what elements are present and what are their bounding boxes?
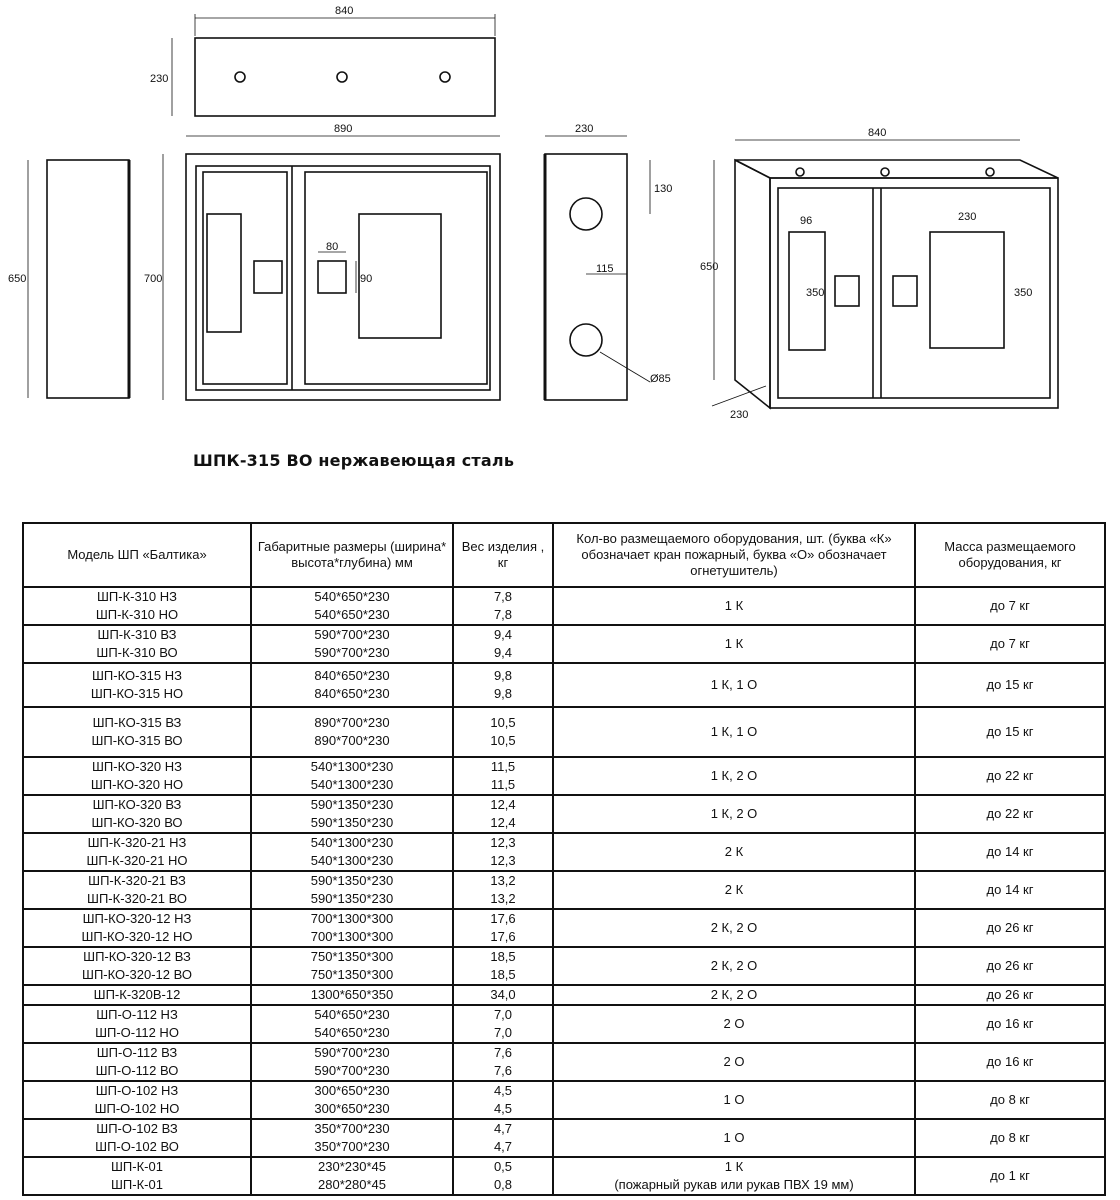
cell-mass: до 15 кг — [915, 663, 1105, 707]
table-row — [23, 1081, 1105, 1119]
cell-size: 890*700*230 890*700*230 — [251, 707, 453, 757]
dim-front-height: 700 — [144, 273, 163, 285]
dim-top-depth: 230 — [150, 73, 169, 85]
dim-top-width: 840 — [335, 5, 354, 17]
header-weight: Вес изделия , кг — [453, 523, 553, 587]
header-equipment: Кол-во размещаемого оборудования, шт. (буква «К» обозначает кран пожарный, буква «О» обозначает огнетушитель) — [553, 523, 915, 587]
cell-size: 590*1350*230 590*1350*230 — [251, 795, 453, 833]
cell-mass: до 26 кг — [915, 909, 1105, 947]
cell-equipment: 1 О — [553, 1119, 915, 1157]
cell-model: ШП-К-310 НЗ ШП-К-310 НО — [23, 587, 251, 625]
cell-size: 300*650*230 300*650*230 — [251, 1081, 453, 1119]
cell-equipment: 2 К, 2 О — [553, 985, 915, 1005]
cell-weight: 7,8 7,8 — [453, 587, 553, 625]
cell-weight: 0,5 0,8 — [453, 1157, 553, 1195]
cell-model: ШП-КО-315 ВЗ ШП-КО-315 ВО — [23, 707, 251, 757]
cell-model: ШП-К-320-21 ВЗ ШП-К-320-21 ВО — [23, 871, 251, 909]
cell-model: ШП-КО-320-12 НЗ ШП-КО-320-12 НО — [23, 909, 251, 947]
cell-size: 590*700*230 590*700*230 — [251, 625, 453, 663]
cell-weight: 10,5 10,5 — [453, 707, 553, 757]
table-row — [23, 909, 1105, 947]
table-row — [23, 871, 1105, 909]
table-row — [23, 1119, 1105, 1157]
dim-hole-offset-side: 115 — [596, 263, 614, 275]
cell-model: ШП-КО-320 ВЗ ШП-КО-320 ВО — [23, 795, 251, 833]
table-row — [23, 707, 1105, 757]
cell-mass: до 1 кг — [915, 1157, 1105, 1195]
cell-equipment: 1 К, 2 О — [553, 795, 915, 833]
cell-model: ШП-О-102 НЗ ШП-О-102 НО — [23, 1081, 251, 1119]
cell-mass: до 14 кг — [915, 871, 1105, 909]
cell-weight: 11,5 11,5 — [453, 757, 553, 795]
table-row — [23, 833, 1105, 871]
cell-equipment: 1 К, 1 О — [553, 707, 915, 757]
cell-model: ШП-О-102 ВЗ ШП-О-102 ВО — [23, 1119, 251, 1157]
cell-size: 590*1350*230 590*1350*230 — [251, 871, 453, 909]
header-mass: Масса размещаемого оборудования, кг — [915, 523, 1105, 587]
cell-weight: 13,2 13,2 — [453, 871, 553, 909]
cell-mass: до 8 кг — [915, 1081, 1105, 1119]
cell-weight: 4,5 4,5 — [453, 1081, 553, 1119]
header-size: Габаритные размеры (ширина* высота*глубина) мм — [251, 523, 453, 587]
cell-size: 540*1300*230 540*1300*230 — [251, 757, 453, 795]
table-row — [23, 1043, 1105, 1081]
cell-equipment: 2 О — [553, 1043, 915, 1081]
cell-mass: до 22 кг — [915, 795, 1105, 833]
table-row — [23, 985, 1105, 1005]
cell-model: ШП-КО-320-12 ВЗ ШП-КО-320-12 ВО — [23, 947, 251, 985]
cell-model: ШП-К-320-21 НЗ ШП-К-320-21 НО — [23, 833, 251, 871]
header-model: Модель ШП «Балтика» — [23, 523, 251, 587]
cell-size: 750*1350*300 750*1350*300 — [251, 947, 453, 985]
cell-size: 540*1300*230 540*1300*230 — [251, 833, 453, 871]
table-row — [23, 947, 1105, 985]
cell-model: ШП-К-310 ВЗ ШП-К-310 ВО — [23, 625, 251, 663]
cell-equipment: 2 К, 2 О — [553, 947, 915, 985]
cell-size: 230*230*45 280*280*45 — [251, 1157, 453, 1195]
cell-mass: до 16 кг — [915, 1005, 1105, 1043]
dim-iso-depth: 230 — [730, 409, 749, 421]
cell-equipment: 2 О — [553, 1005, 915, 1043]
cell-equipment: 1 К — [553, 625, 915, 663]
table-row — [23, 757, 1105, 795]
dim-hole-offset-top: 130 — [654, 183, 673, 195]
dim-side-height: 650 — [8, 273, 27, 285]
cell-size: 840*650*230 840*650*230 — [251, 663, 453, 707]
table-row — [23, 1005, 1105, 1043]
cell-weight: 7,6 7,6 — [453, 1043, 553, 1081]
cell-weight: 9,4 9,4 — [453, 625, 553, 663]
table-row — [23, 1157, 1105, 1195]
cell-weight: 18,5 18,5 — [453, 947, 553, 985]
cell-model: ШП-К-320В-12 — [23, 985, 251, 1005]
dim-iso-window-right-h: 350 — [1014, 287, 1033, 299]
cell-size: 540*650*230 540*650*230 — [251, 1005, 453, 1043]
cell-model: ШП-КО-320 НЗ ШП-КО-320 НО — [23, 757, 251, 795]
cell-equipment: 1 К, 2 О — [553, 757, 915, 795]
cell-mass: до 15 кг — [915, 707, 1105, 757]
cell-weight: 4,7 4,7 — [453, 1119, 553, 1157]
dim-iso-window-left-h: 350 — [806, 287, 825, 299]
cell-size: 540*650*230 540*650*230 — [251, 587, 453, 625]
cell-equipment: 1 К (пожарный рукав или рукав ПВХ 19 мм) — [553, 1157, 915, 1195]
cell-equipment: 1 О — [553, 1081, 915, 1119]
dim-front-width: 890 — [334, 123, 353, 135]
cell-size: 1300*650*350 — [251, 985, 453, 1005]
cell-mass: до 26 кг — [915, 985, 1105, 1005]
dim-handle-height: 90 — [360, 273, 373, 285]
dim-iso-window-right-w: 230 — [958, 211, 977, 223]
table-header-row — [23, 523, 1105, 587]
cell-weight: 9,8 9,8 — [453, 663, 553, 707]
drawing-caption: ШПК-315 ВО нержавеющая сталь — [193, 451, 515, 470]
cell-weight: 17,6 17,6 — [453, 909, 553, 947]
cell-weight: 7,0 7,0 — [453, 1005, 553, 1043]
spec-table-body — [23, 587, 1105, 1195]
cell-size: 350*700*230 350*700*230 — [251, 1119, 453, 1157]
cell-mass: до 14 кг — [915, 833, 1105, 871]
cell-model: ШП-О-112 ВЗ ШП-О-112 ВО — [23, 1043, 251, 1081]
cell-weight: 12,4 12,4 — [453, 795, 553, 833]
cell-mass: до 22 кг — [915, 757, 1105, 795]
dim-iso-width: 840 — [868, 127, 887, 139]
cell-equipment: 1 К, 1 О — [553, 663, 915, 707]
cell-mass: до 7 кг — [915, 587, 1105, 625]
table-row — [23, 663, 1105, 707]
cell-weight: 34,0 — [453, 985, 553, 1005]
dim-side-depth: 230 — [575, 123, 594, 135]
cell-mass: до 26 кг — [915, 947, 1105, 985]
cell-equipment: 1 К — [553, 587, 915, 625]
dim-hole-diameter: Ø85 — [650, 373, 671, 385]
table-row — [23, 587, 1105, 625]
dim-iso-window-left-w: 96 — [800, 215, 813, 227]
cell-weight: 12,3 12,3 — [453, 833, 553, 871]
dim-iso-height: 650 — [700, 261, 719, 273]
cell-model: ШП-О-112 НЗ ШП-О-112 НО — [23, 1005, 251, 1043]
cell-equipment: 2 К — [553, 833, 915, 871]
cell-mass: до 7 кг — [915, 625, 1105, 663]
spec-table — [22, 522, 1106, 1196]
cell-mass: до 8 кг — [915, 1119, 1105, 1157]
table-row — [23, 625, 1105, 663]
dim-handle-width: 80 — [326, 241, 339, 253]
table-row — [23, 795, 1105, 833]
cell-equipment: 2 К — [553, 871, 915, 909]
cell-mass: до 16 кг — [915, 1043, 1105, 1081]
cell-size: 700*1300*300 700*1300*300 — [251, 909, 453, 947]
technical-drawing — [0, 0, 1120, 440]
cell-model: ШП-КО-315 НЗ ШП-КО-315 НО — [23, 663, 251, 707]
cell-equipment: 2 К, 2 О — [553, 909, 915, 947]
cell-model: ШП-К-01 ШП-К-01 — [23, 1157, 251, 1195]
cell-size: 590*700*230 590*700*230 — [251, 1043, 453, 1081]
